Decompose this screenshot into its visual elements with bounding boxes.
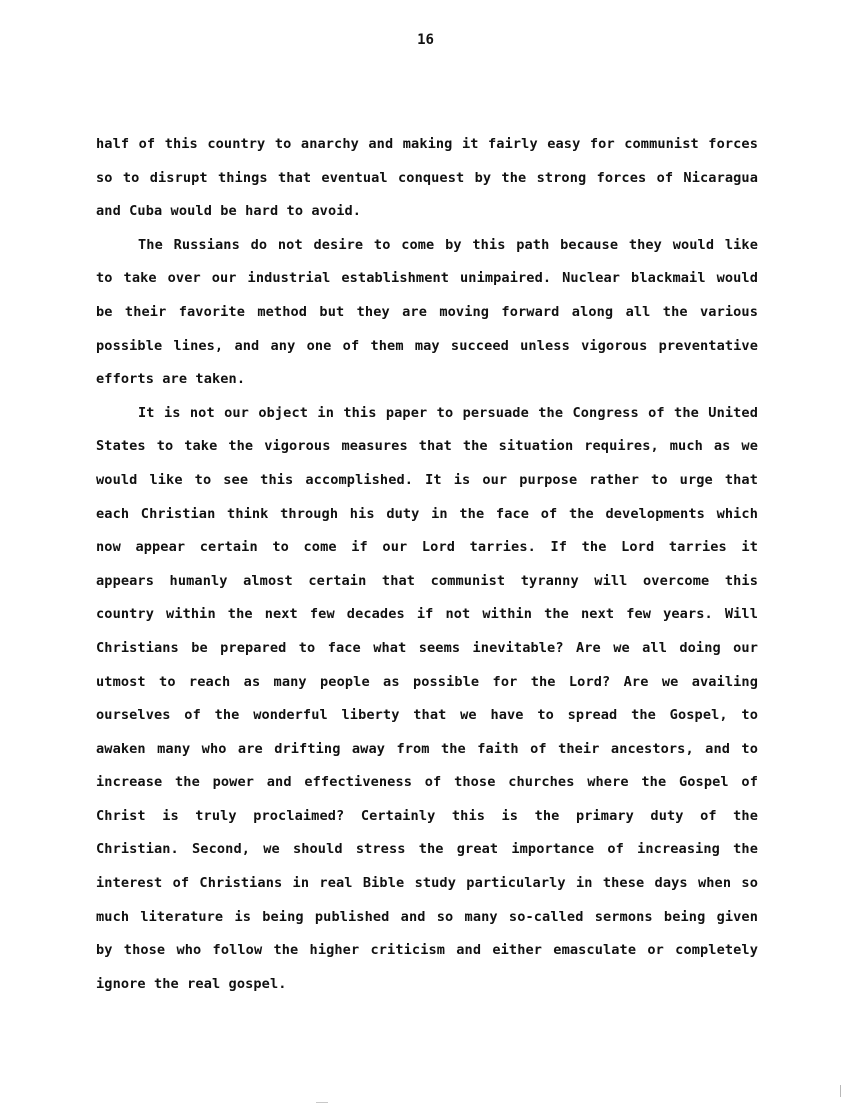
text-line: now appear certain to come if our Lord tarries. If the Lord tarries it xyxy=(96,539,758,556)
text-line: utmost to reach as many people as possible for the Lord? Are we availing xyxy=(96,673,758,690)
text-line: each Christian think through his duty in the face of the developments which xyxy=(96,505,758,522)
text-line: appears humanly almost certain that communist tyranny will overcome this xyxy=(96,572,758,589)
text-line: Christian. Second, we should stress the great importance of increasing the xyxy=(96,841,758,858)
text-line: country within the next few decades if not within the next few years. Will xyxy=(96,606,758,623)
text-line: half of this country to anarchy and making it fairly easy for communist forces xyxy=(96,136,758,152)
text-line: efforts are taken. xyxy=(96,371,246,388)
text-line: much literature is being published and so many so-called sermons being given xyxy=(96,908,758,925)
text-line: so to disrupt things that eventual conquest by the strong forces of Nicaragua xyxy=(96,169,758,186)
scan-edge-mark xyxy=(840,1085,843,1097)
text-line: Christ is truly proclaimed? Certainly this is the primary duty of the xyxy=(96,807,758,824)
document-body xyxy=(96,130,758,1003)
text-line: It is not our object in this paper to persuade the Congress of the United xyxy=(138,404,758,421)
text-line: ourselves of the wonderful liberty that we have to spread the Gospel, to xyxy=(96,707,758,724)
text-line: interest of Christians in real Bible study particularly in these days when so xyxy=(96,875,758,892)
text-line: The Russians do not desire to come by this path because they would like xyxy=(138,236,758,253)
text-line: and Cuba would be hard to avoid. xyxy=(96,203,362,220)
text-line: be their favorite method but they are moving forward along all the various xyxy=(96,303,758,320)
text-line: to take over our industrial establishment unimpaired. Nuclear blackmail would xyxy=(96,270,758,287)
text-line: by those who follow the higher criticism and either emasculate or completely xyxy=(96,942,758,959)
text-line: States to take the vigorous measures that the situation requires, much as we xyxy=(96,438,758,455)
page-number: 16 xyxy=(417,32,434,48)
text-line: possible lines, and any one of them may succeed unless vigorous preventative xyxy=(96,337,758,354)
text-line: Christians be prepared to face what seems inevitable? Are we all doing our xyxy=(96,639,758,656)
text-line: would like to see this accomplished. It is our purpose rather to urge that xyxy=(96,471,758,488)
text-line: increase the power and effectiveness of those churches where the Gospel of xyxy=(96,774,758,791)
text-line: awaken many who are drifting away from the faith of their ancestors, and to xyxy=(96,740,758,757)
scan-bottom-mark xyxy=(316,1102,328,1103)
text-line: ignore the real gospel. xyxy=(96,975,287,992)
